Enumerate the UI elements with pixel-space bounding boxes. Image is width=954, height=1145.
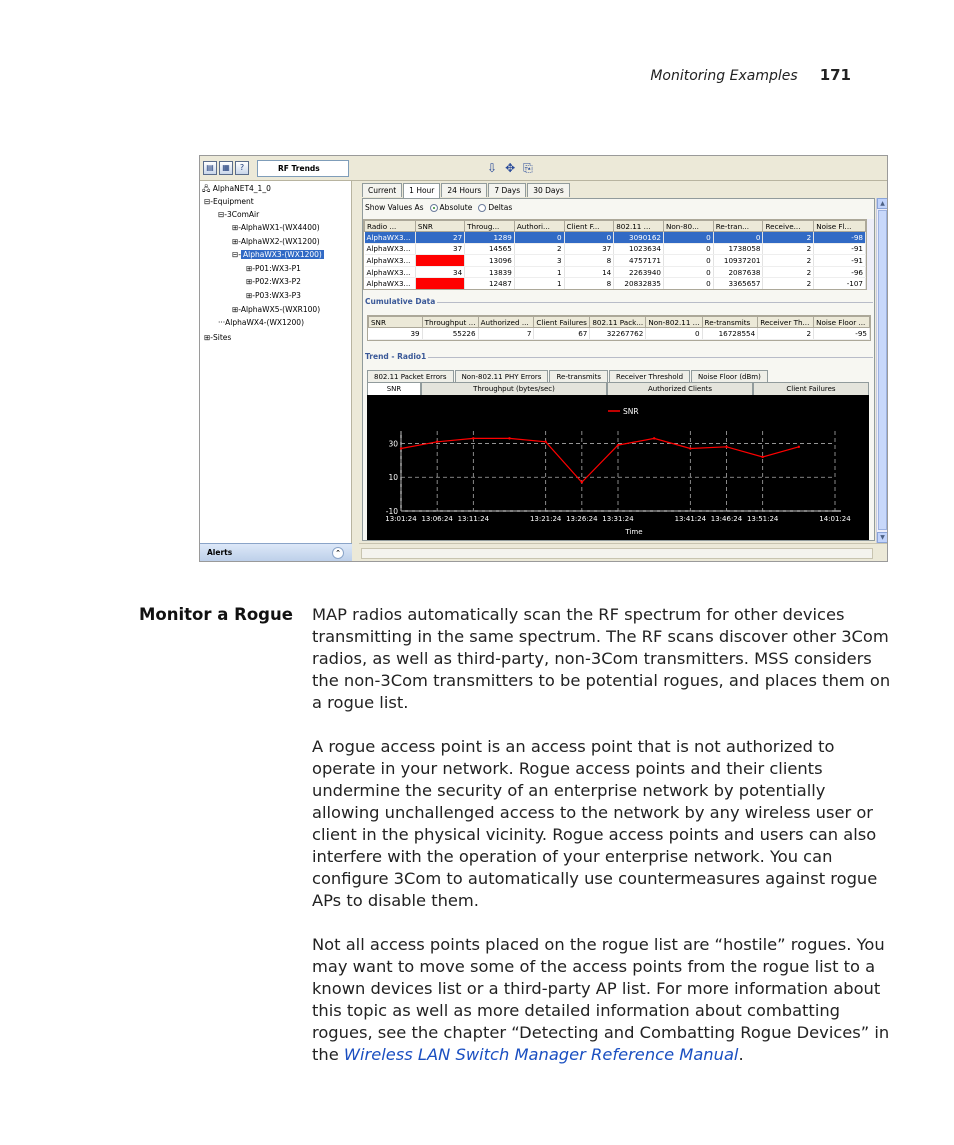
table-cell: 12487 [465,278,515,290]
tree-item-label: P03:WX3-P3 [255,291,301,300]
tree-expander-icon[interactable]: ⊞- [204,333,213,342]
trend-tab[interactable]: Non-802.11 PHY Errors [455,370,549,383]
tree-item[interactable] [232,249,324,260]
table-cell: 16728554 [702,328,758,340]
report-icon[interactable]: ⎘ [523,160,533,175]
table-cell: 32267762 [590,328,646,340]
column-header[interactable]: Non-802.11 ... [646,317,702,328]
tree-item[interactable] [204,332,231,343]
table-cell: 7 [478,328,534,340]
table-cell: 1289 [465,232,515,244]
trend-tab[interactable]: Throughput (bytes/sec) [421,382,607,395]
tree-expander-icon[interactable]: ⊞- [246,291,255,300]
x-tick-label: 13:41:24 [674,515,707,523]
time-tab[interactable]: 30 Days [527,183,570,197]
reference-manual-link[interactable]: Wireless LAN Switch Manager Reference Manual [343,1045,739,1064]
table-cell: 4757171 [614,255,664,267]
section-title: Monitoring Examples [650,68,798,84]
paragraph-3: Not all access points placed on the rogue list are “hostile” rogues. You may want to move some of the access points from the rogue list to a known devices list or a third-party AP list. For more information about this topic as well as more detailed information about combatting rogues, see the chapter “Detecting and Combatting Rogue Devices” in the Wireless LAN Switch Manager Reference Manual. [312,935,890,1064]
table-cell: 0 [664,278,714,290]
y-tick-label: 30 [388,439,398,449]
tree-root[interactable]: 🖧 AlphaNET4_1_0 [202,184,271,193]
column-header[interactable]: Receiver Th... [758,317,814,328]
tree-item-label: AlphaWX1-(WX4400) [240,223,320,232]
table-cell: 2 [514,243,564,255]
table-cell: 2 [763,243,814,255]
pane-splitter[interactable] [352,181,357,562]
data-point [617,444,619,446]
data-point [472,437,474,439]
table-cell: 10937201 [713,255,763,267]
tree-expander-icon[interactable]: ⊟- [204,197,213,206]
tree-item-label: Sites [213,333,232,342]
data-point [653,437,655,439]
divider [365,302,873,303]
table-cell: -107 [814,278,866,290]
tree-item-label: P02:WX3-P2 [255,277,301,286]
table-cell: 14 [564,266,614,278]
scroll-up-icon[interactable]: ▲ [877,198,888,209]
data-point [436,441,438,443]
tree-item-label: AlphaWX3-(WX1200) [243,250,322,259]
table-cell: 3 [514,255,564,267]
scroll-track[interactable] [361,548,873,559]
x-tick-label: 13:31:24 [602,515,634,523]
table-row[interactable] [365,266,866,278]
table-cell: 2087638 [713,266,763,278]
time-tab[interactable]: Current [362,183,402,197]
time-range-tabs [362,183,571,198]
table-row[interactable] [365,255,866,267]
tree-expander-icon[interactable]: ⊟- [218,210,227,219]
tree-expander-icon[interactable]: ··· [218,318,226,327]
tree-item-label: 3ComAir [227,210,260,219]
body-text [312,604,892,1088]
data-point [581,481,583,483]
tree-item-label: AlphaWX4-(WX1200) [225,318,305,327]
data-point [508,437,510,439]
tree-item[interactable] [246,290,301,301]
tree-expander-icon[interactable]: ⊞- [232,223,241,232]
column-header[interactable]: Throughput ... [422,317,478,328]
table-cell: 2263940 [614,266,664,278]
column-header[interactable]: Throug... [465,221,515,232]
table-cell: 20832835 [614,278,664,290]
table-cell: 27 [415,232,464,244]
equipment-tree [200,181,352,543]
data-point [400,447,402,449]
tree-item[interactable] [204,196,254,207]
data-point [761,456,763,458]
expand-chevron-icon[interactable]: ⌃ [332,547,344,559]
column-header[interactable]: Re-tran... [713,221,763,232]
table-scrollbar[interactable] [867,219,875,290]
table-cell: 0 [713,232,763,244]
table-cell: -98 [814,232,866,244]
x-tick-label: 13:01:24 [385,515,417,523]
table-cell: AlphaWX3... [365,278,416,290]
table-cell: 2 [763,255,814,267]
table-cell: 14565 [465,243,515,255]
y-tick-label: -10 [385,507,398,516]
snr-chart-svg [367,395,869,541]
table-cell: 0 [664,255,714,267]
table-cell: 0 [564,232,614,244]
table-cell: 0 [664,243,714,255]
table-cell: 0 [646,328,702,340]
column-header[interactable]: Authori... [514,221,564,232]
right-toolbar [357,156,888,181]
paragraph-1: MAP radios automatically scan the RF spectrum for other devices transmitting in the same spectrum. The RF scans discover other 3Com radios, as well as third-party, non-3Com transmitters. MSS considers the non-3Com transmitters to be potential rogues, and places them on a rogue list. [312,605,891,712]
cumulative-table [367,315,871,341]
tree-expander-icon[interactable]: ⊞- [232,237,241,246]
data-point [798,446,800,448]
data-point [725,446,727,448]
time-tab[interactable]: 24 Hours [441,183,487,197]
column-header[interactable]: Client F... [564,221,614,232]
tree-item-label: AlphaWX2-(WX1200) [240,237,320,246]
x-tick-label: 13:26:24 [566,515,598,523]
snr-chart [367,395,869,541]
left-toolbar [200,156,357,181]
radio-absolute[interactable]: Absolute [430,203,473,212]
table-cell: 34 [415,266,464,278]
radio-deltas[interactable]: Deltas [478,203,512,212]
table-cell: 8 [564,278,614,290]
divider [365,357,873,358]
table-cell: 1023634 [614,243,664,255]
radio-off-icon [478,204,486,212]
trend-tab[interactable]: Authorized Clients [607,382,753,395]
radio-table [363,219,867,290]
table-cell: 39 [369,328,423,340]
table-cell: AlphaWX3... [365,232,416,244]
table-cell: 37 [415,243,464,255]
table-cell: 2 [763,266,814,278]
horizontal-scrollbar[interactable] [359,543,888,562]
radio-on-icon [430,204,438,212]
table-cell: 0 [514,232,564,244]
table-cell: 1 [514,266,564,278]
trend-title: Trend - Radio1 [365,352,427,361]
table-cell: -91 [814,255,866,267]
x-tick-label: 13:06:24 [421,515,453,523]
column-header[interactable]: Client Failures [534,317,590,328]
table-cell: 1738058 [713,243,763,255]
table-cell: 13839 [465,266,515,278]
view-select[interactable]: RF Trends [257,160,349,177]
table-cell: 2 [758,328,814,340]
table-cell: AlphaWX3... [365,255,416,267]
tree-item[interactable] [232,304,320,315]
table-cell: 8 [564,255,614,267]
table-cell: 13096 [465,255,515,267]
scroll-thumb[interactable] [878,210,887,530]
data-point [544,441,546,443]
tree-expander-icon[interactable]: ⊞- [232,305,241,314]
x-tick-label: 13:11:24 [457,515,490,523]
trends-pane [359,181,888,543]
table-row[interactable] [365,243,866,255]
trend-tab[interactable]: Receiver Threshold [609,370,690,383]
tree-item[interactable] [246,263,301,274]
series-line-snr [401,438,799,482]
trend-tab[interactable]: Re-transmits [549,370,608,383]
paragraph-2: A rogue access point is an access point that is not authorized to operate in your network. Rogue access points and their clients undermine the security of an enterprise network by potentially allowing unchallenged access to the network by any wireless user or client in the physical vicinity. Rogue access points and users can also interfere with the operation of your enterprise network. You can configure 3Com to automatically use countermeasures against rogue APs to disable them. [312,737,878,910]
time-tab[interactable]: 7 Days [488,183,526,197]
pane-scrollbar[interactable] [876,198,888,543]
table-cell: 3365657 [713,278,763,290]
rf-trends-screenshot [199,155,888,562]
tree-item-label: P01:WX3-P1 [255,264,301,273]
trend-tab[interactable]: 802.11 Packet Errors [367,370,454,383]
tree-item[interactable] [218,317,304,328]
table-row[interactable] [365,232,866,244]
column-header[interactable]: Receive... [763,221,814,232]
column-header[interactable]: Radio ... [365,221,416,232]
trend-tab[interactable]: SNR [367,382,421,395]
side-heading: Monitor a Rogue [139,605,293,624]
tree-item[interactable] [218,209,259,220]
x-axis-label: Time [625,528,643,536]
x-tick-label: 14:01:24 [819,515,851,523]
navigate-icon[interactable]: ✥ [505,161,516,175]
page-number: 171 [819,66,851,84]
tree-item-label: Equipment [213,197,254,206]
tree-item[interactable] [246,276,301,287]
download-arrow-icon[interactable]: ⇩ [487,161,498,175]
table-cell: AlphaWX3... [365,266,416,278]
table-cell: -96 [814,266,866,278]
table-row[interactable] [365,278,866,290]
tree-item-label: AlphaWX5-(WXR100) [240,305,321,314]
cumulative-title: Cumulative Data [365,297,436,306]
table-cell: 1 [514,278,564,290]
trend-tabs-row2 [367,382,869,395]
show-values-group: Show Values As Absolute Deltas [365,203,513,212]
properties-icon[interactable]: ▦ [219,161,233,175]
help-icon[interactable]: ? [235,161,249,175]
alerts-bar[interactable]: Alerts ⌃ [200,543,352,562]
tree-expander-icon[interactable]: ⊞- [246,277,255,286]
table-cell: 37 [564,243,614,255]
column-header[interactable]: 802.11 Pack... [590,317,646,328]
table-cell: 55226 [422,328,478,340]
trend-tab[interactable]: Client Failures [753,382,869,395]
column-header[interactable]: Re-transmits [702,317,758,328]
x-tick-label: 13:21:24 [529,515,562,523]
x-tick-label: 13:51:24 [746,515,779,523]
time-tab[interactable]: 1 Hour [403,183,440,198]
column-header[interactable]: Authorized ... [478,317,534,328]
table-cell: 41 [415,255,464,267]
data-point [689,447,691,449]
tree-expander-icon[interactable]: ⊞- [246,264,255,273]
tree-expander-icon[interactable]: ⊟- [232,250,241,259]
x-tick-label: 13:46:24 [710,515,743,523]
tree-item[interactable] [232,222,320,233]
trend-tab[interactable]: Noise Floor (dBm) [691,370,768,383]
explorer-icon[interactable]: ▤ [203,161,217,175]
page-header [650,66,851,84]
table-cell: 29 [415,278,464,290]
column-header[interactable]: Noise Fl... [814,221,866,232]
tab-panel [362,198,875,541]
column-header[interactable]: SNR [415,221,464,232]
table-cell: 67 [534,328,590,340]
tree-item[interactable] [232,236,320,247]
y-tick-label: 10 [388,473,398,483]
table-cell: 2 [763,278,814,290]
network-icon: 🖧 [202,184,211,193]
column-header[interactable]: SNR [369,317,423,328]
scroll-down-icon[interactable]: ▼ [877,532,888,543]
table-cell: -91 [814,243,866,255]
table-cell: 2 [763,232,814,244]
column-header[interactable]: Noise Floor ... [814,317,870,328]
column-header[interactable]: 802.11 ... [614,221,664,232]
table-cell: 3090162 [614,232,664,244]
column-header[interactable]: Non-80... [664,221,714,232]
legend-label: SNR [623,407,639,416]
table-cell: 0 [664,266,714,278]
table-cell: -95 [814,328,870,340]
table-cell: 0 [664,232,714,244]
table-cell: AlphaWX3... [365,243,416,255]
